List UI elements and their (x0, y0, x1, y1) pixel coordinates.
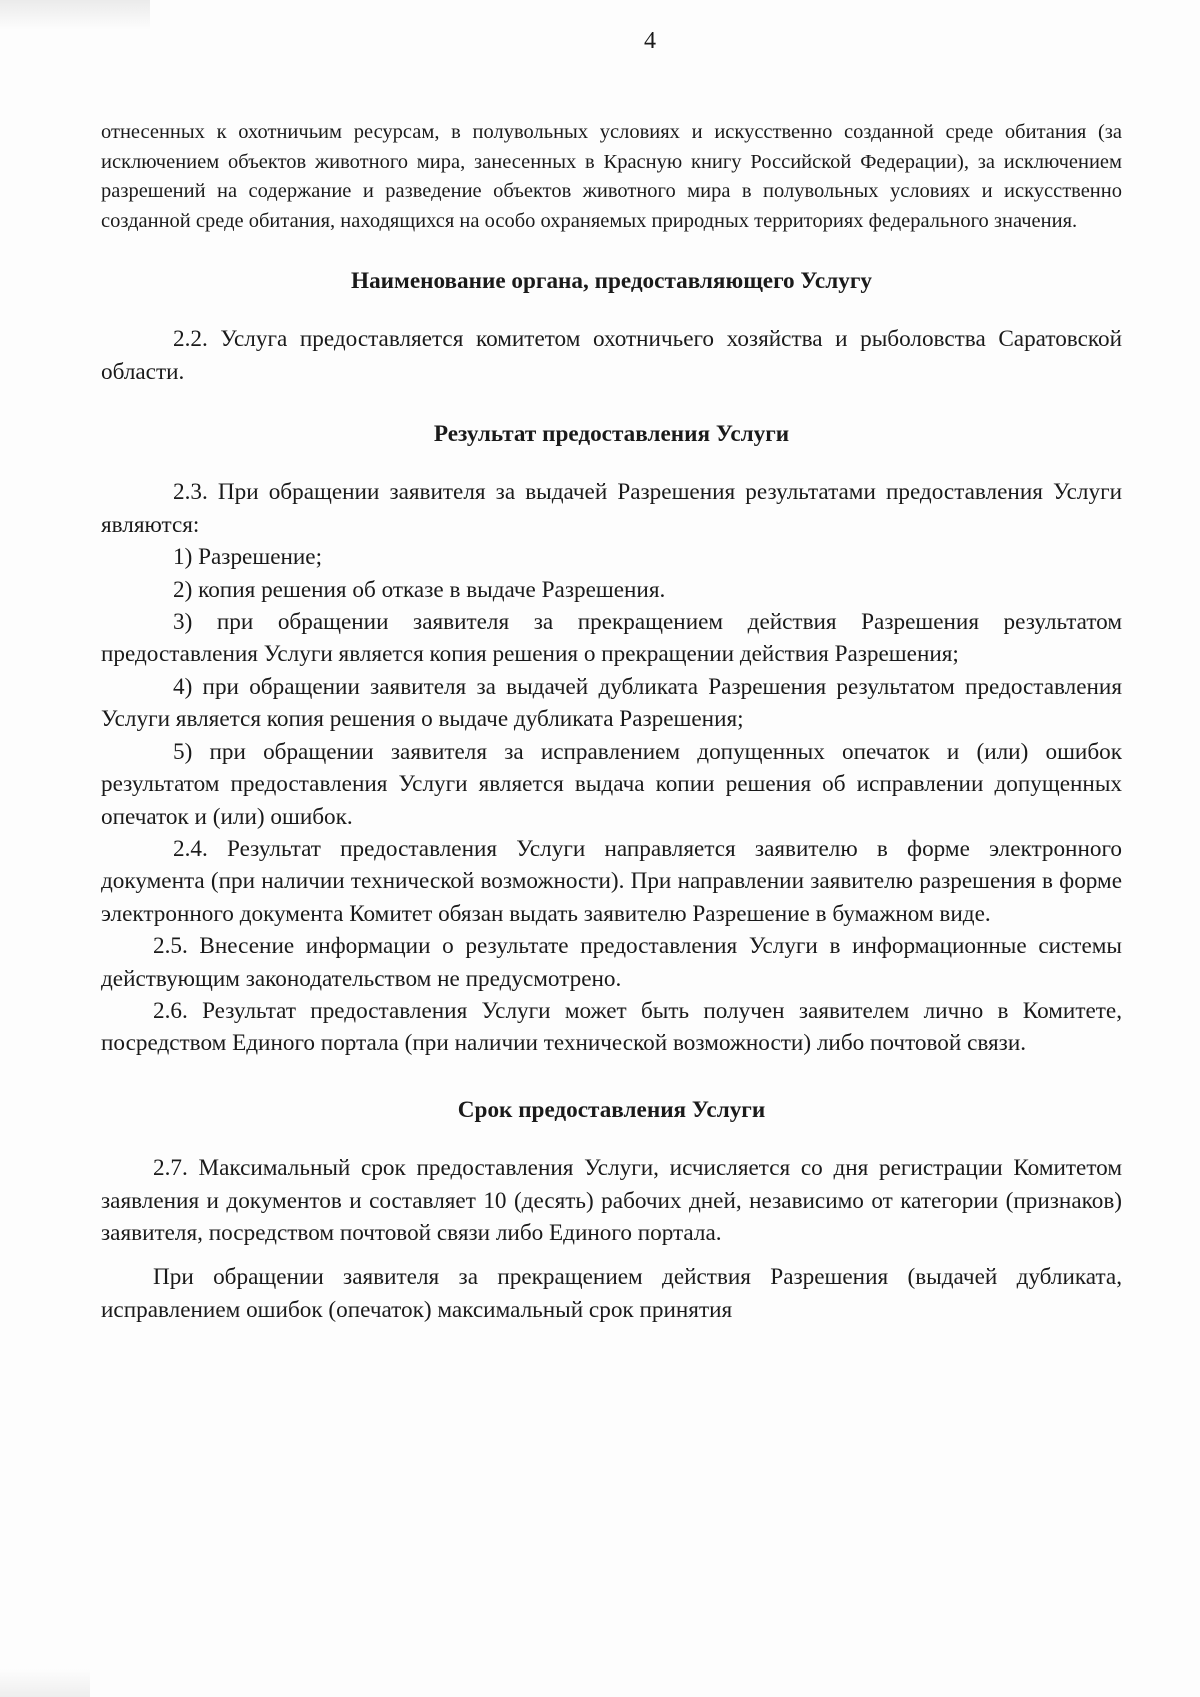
paragraph-2-7: 2.7. Максимальный срок предоставления Услуги, исчисляется со дня регистрации Комитетом заявления и документов и составляет 10 (десять) рабочих дней, независимо от категории (признаков) заявителя, посредством почтовой связи либо Единого портала. (101, 1155, 1122, 1246)
paragraph-2-6: 2.6. Результат предоставления Услуги может быть получен заявителем лично в Комитете, посредством Единого портала (при наличии технической возможности) либо почтовой связи. (101, 997, 1122, 1057)
list-item-3: 3) при обращении заявителя за прекращением действия Разрешения результатом предоставления Услуги является копия решения о прекращении действия Разрешения; (101, 609, 1122, 668)
scan-artifact-top-left (0, 0, 150, 30)
document-body (101, 118, 1122, 1326)
intro-paragraph: отнесенных к охотничьим ресурсам, в полувольных условиях и искусственно созданной среде обитания (за исключением объектов животного мира, занесенных в Красную книгу Российской Федерации), за исключением разрешений на содержание и разведение объектов животного мира в полувольных условиях и искусственно созданной среде обитания, находящихся на особо охраняемых природных территориях федерального значения. (101, 121, 1122, 233)
section-heading-result: Результат предоставления Услуги (433, 421, 790, 448)
section-heading-term: Срок предоставления Услуги (457, 1096, 766, 1123)
paragraph-2-2: 2.2. Услуга предоставляется комитетом охотничьего хозяйства и рыболовства Саратовской области. (101, 326, 1122, 385)
list-item-2: 2) копия решения об отказе в выдаче Разрешения. (173, 576, 666, 603)
paragraph-2-4: 2.4. Результат предоставления Услуги направляется заявителю в форме электронного документа (при наличии технической возможности). При направлении заявителю разрешения в форме электронного документа Комитет обязан выдать заявителю Разрешение в бумажном виде. (101, 835, 1122, 927)
section-heading-organ: Наименование органа, предоставляющего Услугу (351, 267, 872, 294)
list-item-1: 1) Разрешение; (173, 544, 323, 571)
list-item-4: 4) при обращении заявителя за выдачей дубликата Разрешения результатом предоставления Услуги является копия решения о выдаче дубликата Разрешения; (101, 673, 1122, 733)
list-item-5: 5) при обращении заявителя за исправлением допущенных опечаток и (или) ошибок результатом предоставления Услуги является выдача копии решения об исправлении допущенных опечаток и (или) ошибок. (101, 738, 1122, 830)
paragraph-term-continued: При обращении заявителя за прекращением действия Разрешения (выдачей дубликата, исправлением ошибок (опечаток) максимальный срок принятия (101, 1264, 1122, 1323)
page-number: 4 (644, 28, 656, 54)
paragraph-2-5: 2.5. Внесение информации о результате предоставления Услуги в информационные системы действующим законодательством не предусмотрено. (101, 933, 1122, 992)
paragraph-2-3: 2.3. При обращении заявителя за выдачей Разрешения результатами предоставления Услуги являются: (101, 479, 1122, 538)
scan-artifact-bottom-left (0, 1669, 90, 1697)
